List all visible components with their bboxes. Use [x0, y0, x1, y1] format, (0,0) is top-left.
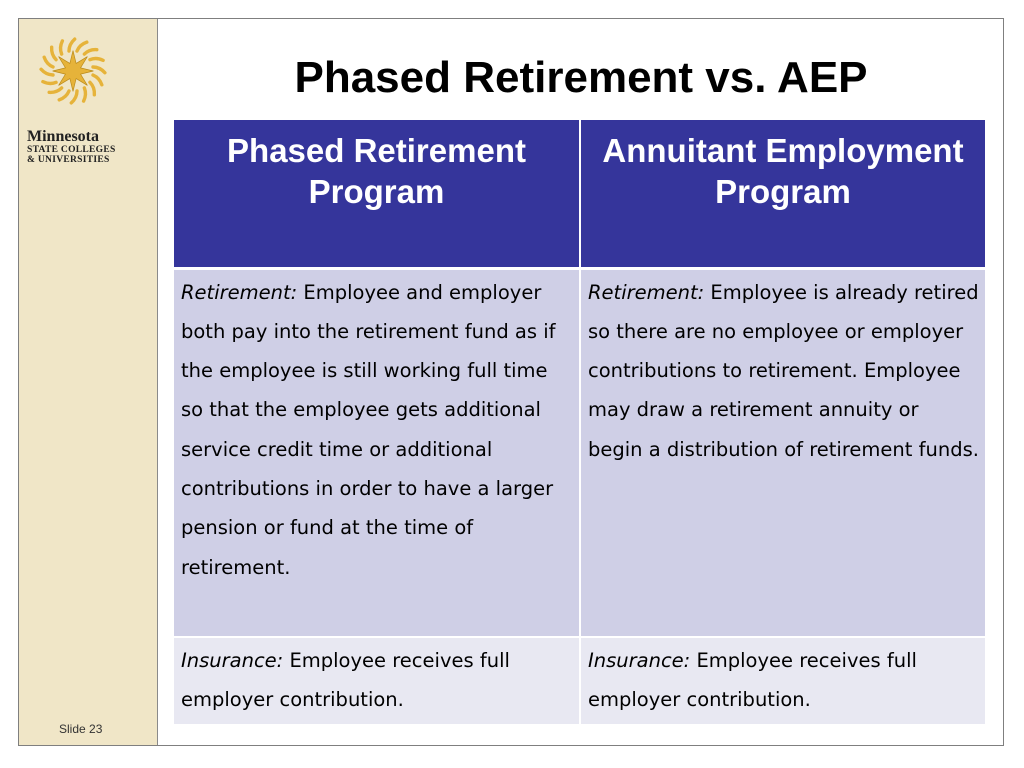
- cell-label: Retirement:: [181, 280, 298, 304]
- slide: [18, 18, 1004, 746]
- comparison-table: [174, 120, 985, 726]
- logo-line-universities: & UNIVERSITIES: [27, 154, 110, 165]
- cell-label: Insurance:: [588, 649, 691, 672]
- page-title: Phased Retirement vs. AEP: [294, 53, 868, 102]
- table-cell: [174, 268, 580, 637]
- table-cell: [174, 637, 580, 725]
- star-sunburst-icon: [39, 37, 107, 105]
- table-row-retirement: [174, 268, 985, 637]
- cell-text: Employee receives full employer contribution.: [588, 649, 917, 712]
- column-header-annuitant-employment: Annuitant Employment Program: [580, 120, 985, 268]
- logo-line-minnesota: Minnesota: [27, 128, 99, 145]
- cell-text: Employee is already retired so there are no employee or employer contributions to retirement. Employee may draw a retirement annuity or begin a distribution of retirement funds.: [588, 280, 979, 461]
- table-cell: [580, 637, 985, 725]
- sidebar: [19, 19, 158, 745]
- cell-text: Employee and employer both pay into the retirement fund as if the employee is still working full time so that the employee gets additional service credit time or additional contributions in order to have a larger pension or fund at the time of retirement.: [181, 280, 556, 579]
- logo-line-state-colleges: STATE COLLEGES: [27, 144, 116, 155]
- table-row-insurance: [174, 637, 985, 725]
- table-cell: [580, 268, 985, 637]
- cell-text: Employee receives full employer contribution.: [181, 649, 510, 712]
- cell-label: Insurance:: [181, 649, 284, 672]
- slide-number: Slide 23: [59, 722, 103, 736]
- column-header-phased-retirement: Phased Retirement Program: [174, 120, 580, 268]
- table-header-row: [174, 120, 985, 268]
- cell-label: Retirement:: [588, 280, 705, 304]
- logo-wordmark: [27, 129, 151, 166]
